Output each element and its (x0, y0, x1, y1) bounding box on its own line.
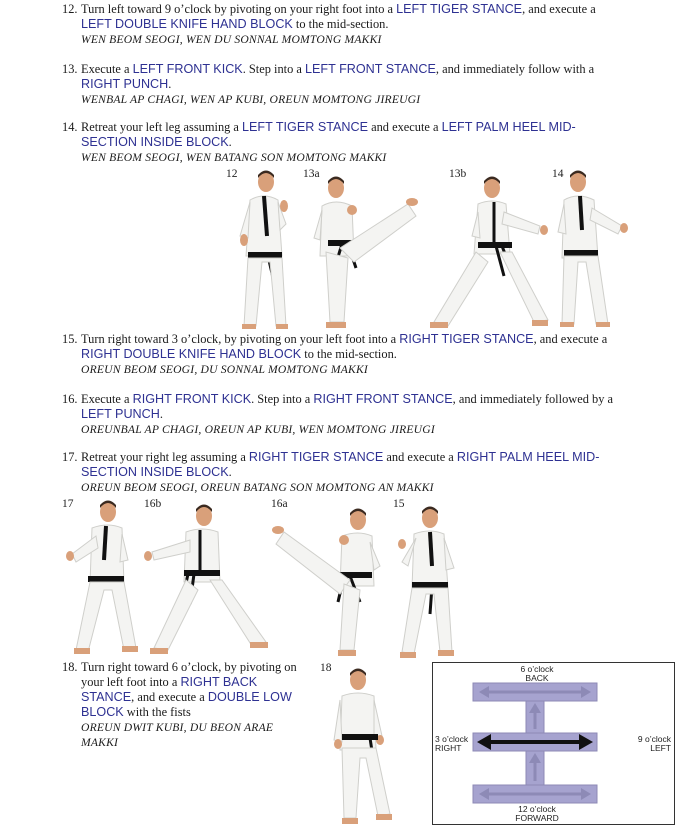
technique-highlight: LEFT FRONT KICK (132, 62, 243, 76)
diagram-label-left (599, 735, 671, 753)
step-text: Turn right toward 3 o’clock, by pivoting on your left foot into a (81, 332, 400, 346)
label-clock: 3 o’clock (435, 734, 469, 744)
step-text: Turn left toward 9 o’clock by pivoting on your right foot into a (81, 2, 397, 16)
korean-term: OREUN BEOM SEOGI, OREUN BATANG SON MOMTONG AN MAKKI (81, 481, 434, 494)
step-text: , and execute a (131, 690, 208, 704)
step-text: to the mid-section. (292, 17, 389, 31)
step-text: . Step into a (251, 392, 314, 406)
step-text: Turn right toward 6 o’clock, by pivoting on your left foot into a (81, 660, 297, 689)
step-text: Retreat your right leg assuming a (81, 450, 249, 464)
photo-label-16a: 16a (271, 498, 288, 510)
label-clock: 9 o’clock (637, 734, 671, 744)
step-text: with the fists (123, 705, 191, 719)
photo-label-14: 14 (552, 168, 564, 180)
step-number: 18. (62, 660, 78, 674)
photo-label-13a: 13a (303, 168, 320, 180)
technique-highlight: RIGHT FRONT STANCE (313, 392, 453, 406)
figure-16b-front-stance-punch (140, 500, 270, 660)
step-text: , and immediately follow with a (435, 62, 595, 76)
step-18 (62, 660, 306, 750)
step-12 (62, 2, 622, 47)
direction-diagram (432, 662, 675, 825)
korean-term: WENBAL AP CHAGI, WEN AP KUBI, OREUN MOMTONG JIREUGI (81, 93, 421, 106)
technique-highlight: LEFT PUNCH (81, 407, 160, 421)
figure-18-back-stance-low-block (326, 666, 406, 828)
korean-term: OREUNBAL AP CHAGI, OREUN AP KUBI, WEN MOMTONG JIREUGI (81, 423, 435, 436)
label-direction: LEFT (650, 743, 671, 753)
step-number: 13. (62, 62, 78, 76)
step-17 (62, 450, 602, 495)
step-number: 17. (62, 450, 78, 464)
diagram-label-right (435, 735, 471, 753)
step-13 (62, 62, 622, 107)
step-16 (62, 392, 632, 437)
label-clock: 6 o’clock (520, 664, 554, 674)
label-direction: RIGHT (435, 743, 462, 753)
step-text: . (228, 135, 232, 149)
step-text: , and execute a (533, 332, 608, 346)
photo-label-17: 17 (62, 498, 74, 510)
technique-highlight: LEFT TIGER STANCE (242, 120, 368, 134)
diagram-label-forward (509, 805, 565, 823)
technique-highlight: RIGHT FRONT KICK (132, 392, 252, 406)
technique-highlight: RIGHT TIGER STANCE (248, 450, 384, 464)
figure-13b-front-stance-punch (430, 172, 550, 332)
technique-highlight: RIGHT PUNCH (81, 77, 169, 91)
technique-highlight: LEFT TIGER STANCE (396, 2, 523, 16)
figure-16a-front-kick (270, 504, 384, 660)
technique-highlight: LEFT PALM HEEL MID-SECTION INSIDE BLOCK (81, 120, 576, 149)
label-clock: 12 o’clock (518, 804, 556, 814)
korean-term: WEN BEOM SEOGI, WEN DU SONNAL MOMTONG MAKKI (81, 33, 382, 46)
photo-label-18: 18 (320, 662, 332, 674)
photo-label-16b: 16b (144, 498, 162, 510)
step-text: Execute a (81, 392, 133, 406)
step-text: and execute a (383, 450, 457, 464)
technique-highlight: RIGHT PALM HEEL MID-SECTION INSIDE BLOCK (81, 450, 600, 479)
step-text: . (159, 407, 163, 421)
step-number: 16. (62, 392, 78, 406)
step-text: , and immediately followed by a (452, 392, 613, 406)
step-text: . Step into a (242, 62, 306, 76)
korean-term: WEN BEOM SEOGI, WEN BATANG SON MOMTONG MAKKI (81, 151, 387, 164)
step-14 (62, 120, 582, 165)
korean-term: OREUN BEOM SEOGI, DU SONNAL MOMTONG MAKKI (81, 363, 368, 376)
diagram-label-back (515, 665, 559, 683)
figure-15-tiger-stance (394, 502, 464, 662)
figure-13a-front-kick (312, 172, 420, 332)
figure-12-tiger-stance (226, 166, 298, 332)
figure-14-palm-heel-block (552, 166, 632, 332)
korean-term: OREUN DWIT KUBI, DU BEON ARAE MAKKI (81, 721, 274, 749)
technique-highlight: LEFT FRONT STANCE (305, 62, 436, 76)
figure-17-palm-heel-block (62, 496, 142, 658)
step-15 (62, 332, 632, 377)
step-text: to the mid-section. (301, 347, 397, 361)
step-number: 15. (62, 332, 78, 346)
step-text: . (228, 465, 232, 479)
technique-highlight: RIGHT BACK STANCE (81, 675, 258, 704)
photo-label-13b: 13b (449, 168, 467, 180)
technique-highlight: DOUBLE LOW BLOCK (81, 690, 292, 719)
step-number: 12. (62, 2, 78, 16)
technique-highlight: RIGHT TIGER STANCE (399, 332, 534, 346)
step-text: Execute a (81, 62, 133, 76)
photo-label-12: 12 (226, 168, 238, 180)
step-text: and execute a (368, 120, 442, 134)
label-direction: FORWARD (515, 813, 559, 823)
step-text: Retreat your left leg assuming a (81, 120, 243, 134)
technique-highlight: RIGHT DOUBLE KNIFE HAND BLOCK (81, 347, 302, 361)
photo-label-15: 15 (393, 498, 405, 510)
step-text: , and execute a (522, 2, 596, 16)
technique-highlight: LEFT DOUBLE KNIFE HAND BLOCK (81, 17, 293, 31)
label-direction: BACK (525, 673, 549, 683)
step-text: . (168, 77, 172, 91)
step-number: 14. (62, 120, 78, 134)
